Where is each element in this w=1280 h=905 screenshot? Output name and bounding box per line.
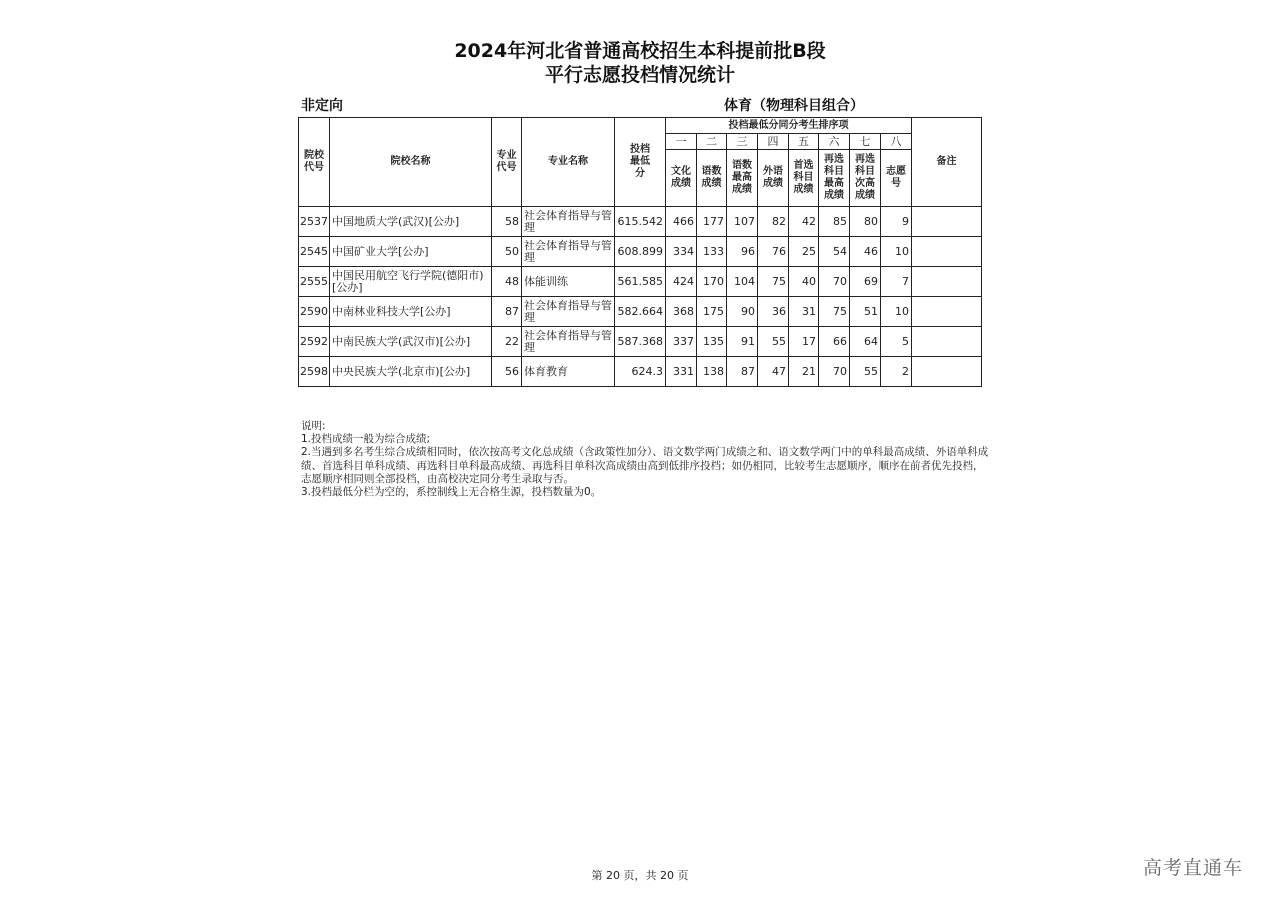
remarks-cell (912, 207, 982, 237)
tiebreak-cell: 96 (727, 237, 758, 267)
school-name-cell: 中国民用航空飞行学院(德阳市)[公办] (330, 267, 492, 297)
school-name-cell: 中南民族大学(武汉市)[公办] (330, 327, 492, 357)
tiebreak-cell: 54 (819, 237, 850, 267)
header-tiebreak-number: 八 (881, 134, 912, 150)
note-item: 3.投档最低分栏为空的，系控制线上无合格生源，投档数量为0。 (301, 486, 602, 499)
min-score-cell: 587.368 (615, 327, 666, 357)
remarks-cell (912, 357, 982, 387)
tiebreak-cell: 76 (758, 237, 789, 267)
header-remarks: 备注 (912, 118, 982, 207)
table-row (299, 237, 982, 267)
tiebreak-cell: 138 (697, 357, 727, 387)
tiebreak-cell: 177 (697, 207, 727, 237)
tiebreak-cell: 17 (789, 327, 819, 357)
tiebreak-cell: 55 (850, 357, 881, 387)
tiebreak-cell: 64 (850, 327, 881, 357)
tiebreak-cell: 47 (758, 357, 789, 387)
tiebreak-cell: 82 (758, 207, 789, 237)
tiebreak-cell: 70 (819, 267, 850, 297)
admission-table (298, 117, 982, 387)
tiebreak-cell: 66 (819, 327, 850, 357)
header-tiebreak-number: 六 (819, 134, 850, 150)
tiebreak-cell: 135 (697, 327, 727, 357)
tiebreak-cell: 331 (666, 357, 697, 387)
major-code-cell: 58 (492, 207, 522, 237)
category-label: 非定向 (301, 98, 343, 114)
header-tiebreak-label: 再选科目最高成绩 (819, 150, 850, 207)
major-name-cell: 社会体育指导与管理 (522, 297, 615, 327)
notes-heading: 说明: (301, 420, 326, 432)
table-row (299, 207, 982, 237)
header-school-name: 院校名称 (330, 118, 492, 207)
major-code-cell: 87 (492, 297, 522, 327)
tiebreak-cell: 46 (850, 237, 881, 267)
tiebreak-cell: 36 (758, 297, 789, 327)
table-row (299, 327, 982, 357)
subject-group-label: 体育（物理科目组合） (724, 98, 864, 114)
tiebreak-cell: 334 (666, 237, 697, 267)
header-tiebreak-group: 投档最低分同分考生排序项 (666, 118, 912, 134)
major-code-cell: 48 (492, 267, 522, 297)
tiebreak-cell: 10 (881, 237, 912, 267)
page-number: 第 20 页，共 20 页 (591, 869, 689, 882)
remarks-cell (912, 327, 982, 357)
tiebreak-cell: 170 (697, 267, 727, 297)
tiebreak-cell: 107 (727, 207, 758, 237)
tiebreak-cell: 10 (881, 297, 912, 327)
tiebreak-cell: 42 (789, 207, 819, 237)
major-name-cell: 社会体育指导与管理 (522, 207, 615, 237)
tiebreak-cell: 466 (666, 207, 697, 237)
tiebreak-cell: 90 (727, 297, 758, 327)
header-tiebreak-number: 七 (850, 134, 881, 150)
table-row (299, 297, 982, 327)
document-subtitle: 平行志愿投档情况统计 (544, 64, 735, 86)
tiebreak-cell: 104 (727, 267, 758, 297)
major-name-cell: 体能训练 (522, 267, 615, 297)
table-row (299, 267, 982, 297)
tiebreak-cell: 2 (881, 357, 912, 387)
min-score-cell: 582.664 (615, 297, 666, 327)
tiebreak-cell: 40 (789, 267, 819, 297)
tiebreak-cell: 75 (819, 297, 850, 327)
school-code-cell: 2545 (299, 237, 330, 267)
tiebreak-cell: 21 (789, 357, 819, 387)
tiebreak-cell: 9 (881, 207, 912, 237)
tiebreak-cell: 91 (727, 327, 758, 357)
tiebreak-cell: 7 (881, 267, 912, 297)
remarks-cell (912, 297, 982, 327)
table-row (299, 357, 982, 387)
min-score-cell: 561.585 (615, 267, 666, 297)
header-major-name: 专业名称 (522, 118, 615, 207)
tiebreak-cell: 5 (881, 327, 912, 357)
major-code-cell: 50 (492, 237, 522, 267)
tiebreak-cell: 424 (666, 267, 697, 297)
tiebreak-cell: 175 (697, 297, 727, 327)
header-row-group (299, 118, 982, 134)
header-school-code: 院校代号 (299, 118, 330, 207)
header-major-code: 专业代号 (492, 118, 522, 207)
document-title: 2024年河北省普通高校招生本科提前批B段 (454, 40, 826, 62)
header-tiebreak-label: 文化成绩 (666, 150, 697, 207)
school-code-cell: 2555 (299, 267, 330, 297)
tiebreak-cell: 70 (819, 357, 850, 387)
tiebreak-cell: 75 (758, 267, 789, 297)
header-tiebreak-number: 三 (727, 134, 758, 150)
major-code-cell: 22 (492, 327, 522, 357)
min-score-cell: 615.542 (615, 207, 666, 237)
header-tiebreak-number: 四 (758, 134, 789, 150)
tiebreak-cell: 337 (666, 327, 697, 357)
major-name-cell: 社会体育指导与管理 (522, 327, 615, 357)
school-name-cell: 中国地质大学(武汉)[公办] (330, 207, 492, 237)
header-tiebreak-number: 二 (697, 134, 727, 150)
header-tiebreak-label: 语数成绩 (697, 150, 727, 207)
header-tiebreak-label: 外语成绩 (758, 150, 789, 207)
tiebreak-cell: 69 (850, 267, 881, 297)
header-tiebreak-number: 一 (666, 134, 697, 150)
tiebreak-cell: 368 (666, 297, 697, 327)
school-name-cell: 中南林业科技大学[公办] (330, 297, 492, 327)
min-score-cell: 608.899 (615, 237, 666, 267)
school-name-cell: 中国矿业大学[公办] (330, 237, 492, 267)
school-code-cell: 2598 (299, 357, 330, 387)
header-tiebreak-label: 再选科目次高成绩 (850, 150, 881, 207)
school-code-cell: 2537 (299, 207, 330, 237)
header-tiebreak-label: 志愿号 (881, 150, 912, 207)
tiebreak-cell: 87 (727, 357, 758, 387)
min-score-cell: 624.3 (615, 357, 666, 387)
header-tiebreak-label: 语数最高成绩 (727, 150, 758, 207)
header-tiebreak-label: 首选科目成绩 (789, 150, 819, 207)
tiebreak-cell: 31 (789, 297, 819, 327)
note-item: 2.当遇到多名考生综合成绩相同时，依次按高考文化总成绩（含政策性加分）、语文数学两门成绩之和、语文数学两门中的单科最高成绩、外语单科成绩、首选科目单科成绩、再选科目单科最高成绩、再选科目单科次高成绩由高到低排序投档；如仍相同，比较考生志愿顺序，顺序在前者优先投档，志愿顺序相同则全部投档，由高校决定同分考生录取与否。 (301, 446, 989, 485)
note-item: 1.投档成绩一般为综合成绩; (301, 433, 431, 446)
header-min-score: 投档最低分 (615, 118, 666, 207)
tiebreak-cell: 80 (850, 207, 881, 237)
tiebreak-cell: 133 (697, 237, 727, 267)
major-code-cell: 56 (492, 357, 522, 387)
tiebreak-cell: 25 (789, 237, 819, 267)
tiebreak-cell: 85 (819, 207, 850, 237)
remarks-cell (912, 267, 982, 297)
tiebreak-cell: 51 (850, 297, 881, 327)
school-code-cell: 2590 (299, 297, 330, 327)
major-name-cell: 社会体育指导与管理 (522, 237, 615, 267)
watermark: 高考直通车 (1143, 857, 1244, 879)
notes-section (301, 420, 991, 499)
remarks-cell (912, 237, 982, 267)
header-tiebreak-number: 五 (789, 134, 819, 150)
school-name-cell: 中央民族大学(北京市)[公办] (330, 357, 492, 387)
major-name-cell: 体育教育 (522, 357, 615, 387)
tiebreak-cell: 55 (758, 327, 789, 357)
school-code-cell: 2592 (299, 327, 330, 357)
